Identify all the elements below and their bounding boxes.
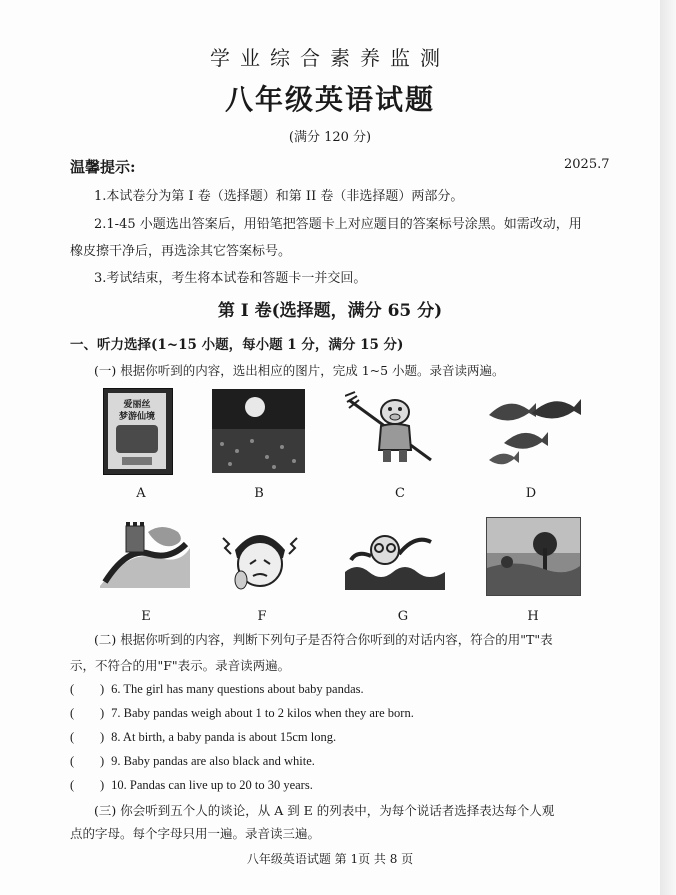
- tip-item-2: 2.1-45 小题选出答案后，用铅笔把答题卡上对应题目的答案标号涂黑。如需改动，用: [94, 217, 582, 232]
- pic-label-f: F: [257, 609, 267, 624]
- landscape-photo-icon: [486, 517, 581, 596]
- part3-instructions-line1: (三) 你会听到五个人的谈论，从 A 到 E 的列表中，为每个说话者选择表达每个人观: [94, 803, 555, 818]
- statement-row: ( ) 8. At birth, a baby panda is about 15cm long.: [70, 730, 337, 744]
- statement-row: ( ) 10. Pandas can live up to 20 to 30 years.: [70, 778, 313, 792]
- book-title-line1: 爱丽丝: [123, 400, 151, 410]
- statement-text: 9. Baby pandas are also black and white.: [111, 754, 315, 768]
- section-title: 第 I 卷(选择题，满分 65 分): [217, 301, 443, 321]
- swimmer-icon: [345, 520, 445, 590]
- whales-icon: [484, 385, 584, 470]
- part3-instructions-line2: 点的字母。每个字母只用一遍。录音读三遍。: [70, 826, 321, 841]
- headache-boy-icon: [215, 520, 305, 598]
- statement-row: ( ) 7. Baby pandas weigh about 1 to 2 kilos when they are born.: [70, 706, 414, 720]
- statement-text: 8. At birth, a baby panda is about 15cm long.: [111, 730, 337, 744]
- exam-date: 2025.7: [564, 157, 610, 172]
- book-title-line2: 梦游仙境: [118, 412, 155, 422]
- statement-row: ( ) 6. The girl has many questions about baby pandas.: [70, 682, 364, 696]
- pig-with-rake-icon: [345, 390, 437, 465]
- great-wall-icon: [100, 518, 190, 588]
- pic-label-a: A: [136, 486, 146, 501]
- part2-instructions-line2: 示，不符合的用"F"表示。录音读两遍。: [70, 658, 291, 673]
- page-footer: 八年级英语试题 第 1页 共 8 页: [246, 852, 414, 866]
- tip-item-1: 1.本试卷分为第 I 卷（选择题）和第 II 卷（非选择题）两部分。: [94, 189, 464, 204]
- part2-instructions-line1: (二) 根据你听到的内容，判断下列句子是否符合你听到的对话内容，符合的用"T"表: [94, 632, 553, 647]
- statement-text: 10. Pandas can live up to 20 to 30 years.: [111, 778, 313, 792]
- book-cover-icon: [103, 388, 173, 475]
- statement-text: 6. The girl has many questions about baby pandas.: [111, 682, 364, 696]
- page-edge: [660, 0, 676, 895]
- tips-heading: 温馨提示:: [70, 158, 136, 176]
- listening-heading: 一、听力选择(1~15 小题，每小题 1 分，满分 15 分): [70, 337, 404, 353]
- statement-row: ( ) 9. Baby pandas are also black and white.: [70, 754, 315, 768]
- pic-label-g: G: [397, 609, 409, 624]
- moon-night-icon: [212, 389, 305, 473]
- tip-item-2-cont: 橡皮擦干净后，再选涂其它答案标号。: [70, 244, 292, 259]
- pic-label-d: D: [525, 486, 537, 501]
- score-note: (满分 120 分): [288, 130, 372, 145]
- pic-label-b: B: [254, 486, 264, 501]
- tip-item-3: 3.考试结束，考生将本试卷和答题卡一并交回。: [94, 271, 367, 286]
- pic-label-h: H: [527, 609, 539, 624]
- exam-title: 八年级英语试题: [224, 83, 435, 116]
- pic-label-c: C: [395, 486, 405, 501]
- pic-label-e: E: [141, 609, 151, 624]
- exam-subtitle: 学业综合素养监测: [210, 46, 450, 70]
- statement-text: 7. Baby pandas weigh about 1 to 2 kilos when they are born.: [111, 706, 414, 720]
- part1-instructions: (一) 根据你听到的内容，选出相应的图片，完成 1~5 小题。录音读两遍。: [94, 363, 505, 378]
